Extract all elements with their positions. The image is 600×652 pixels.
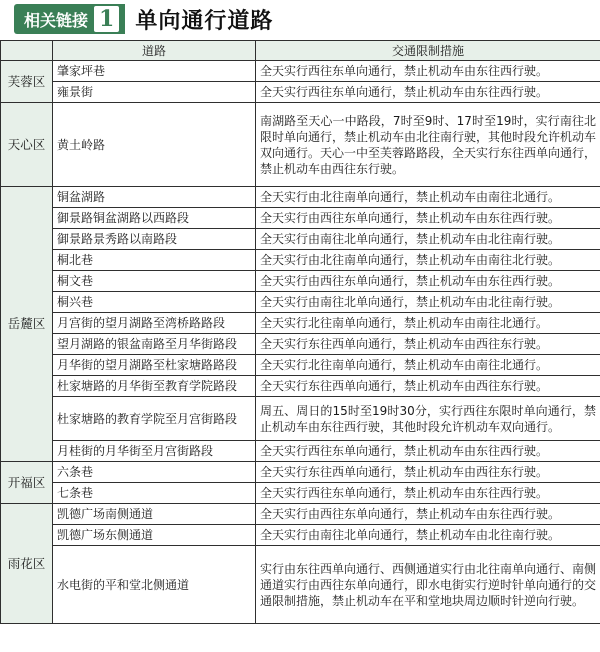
road-cell: 铜盆湖路 [53,187,256,208]
table-header-row [1,41,600,61]
restriction-cell: 全天实行西往东单向通行，禁止机动车由东往西行驶。 [256,441,600,462]
table-row [1,334,600,355]
district-cell: 岳麓区 [1,187,53,462]
table-row [1,525,600,546]
table-row [1,250,600,271]
table-row [1,483,600,504]
table-row [1,504,600,525]
restriction-cell: 周五、周日的15时至19时30分，实行西往东限时单向通行，禁止机动车由东往西行驶，其他时段允许机动车双向通行。 [256,397,600,441]
road-cell: 桐文巷 [53,271,256,292]
restriction-cell: 全天实行东往西单向通行，禁止机动车由西往东行驶。 [256,462,600,483]
table-row [1,229,600,250]
restriction-cell: 全天实行东往西单向通行，禁止机动车由西往东行驶。 [256,376,600,397]
badge-label: 相关链接 [24,10,89,30]
restriction-cell: 全天实行北往南单向通行，禁止机动车由南往北通行。 [256,355,600,376]
restriction-cell: 全天实行由西往东单向通行，禁止机动车由东往西行驶。 [256,504,600,525]
page-title: 单向通行道路 [135,8,274,34]
restriction-cell: 全天实行由北往南单向通行，禁止机动车由南往北行驶。 [256,250,600,271]
road-cell: 月桂街的月华街至月宫街路段 [53,441,256,462]
road-cell: 七条巷 [53,483,256,504]
restriction-cell: 南湖路至天心一中路段，7时至9时、17时至19时，实行南往北限时单向通行，禁止机动车由北往南行驶，其他时段允许机动车双向通行。天心一中至芙蓉路路段，全天实行东往西单向通行，禁止机动车由西往东行驶。 [256,103,600,187]
table-row [1,271,600,292]
related-link-badge [14,4,125,34]
column-header-road: 道路 [53,41,256,61]
one-way-roads-table [0,40,600,624]
table-row [1,208,600,229]
table-row [1,82,600,103]
road-cell: 肇家坪巷 [53,61,256,82]
header [0,0,600,38]
table-row [1,103,600,187]
table-row [1,376,600,397]
column-header-rule: 交通限制措施 [256,41,600,61]
restriction-cell: 全天实行西往东单向通行，禁止机动车由东往西行驶。 [256,61,600,82]
road-cell: 六条巷 [53,462,256,483]
restriction-cell: 全天实行由南往北单向通行，禁止机动车由北往南行驶。 [256,525,600,546]
road-cell: 望月湖路的银盆南路至月华街路段 [53,334,256,355]
restriction-cell: 全天实行由西往东单向通行，禁止机动车由东往西行驶。 [256,208,600,229]
badge-number: 1 [94,6,119,32]
road-cell: 御景路铜盆湖路以西路段 [53,208,256,229]
road-cell: 桐兴巷 [53,292,256,313]
column-header-district [1,41,53,61]
restriction-cell: 全天实行东往西单向通行，禁止机动车由西往东行驶。 [256,334,600,355]
district-cell: 开福区 [1,462,53,504]
table-row [1,313,600,334]
table-row [1,441,600,462]
road-cell: 凯德广场南侧通道 [53,504,256,525]
table-row [1,187,600,208]
road-cell: 水电街的平和堂北侧通道 [53,546,256,624]
road-cell: 凯德广场东侧通道 [53,525,256,546]
restriction-cell: 实行由东往西单向通行、西侧通道实行由北往南单向通行、南侧通道实行由西往东单向通行，即水电街实行逆时针单向通行的交通限制措施，禁止机动车在平和堂地块周边顺时针逆向行驶。 [256,546,600,624]
road-cell: 御景路景秀路以南路段 [53,229,256,250]
table-row [1,355,600,376]
district-cell: 雨花区 [1,504,53,624]
table-row [1,462,600,483]
restriction-cell: 全天实行北往南单向通行，禁止机动车由南往北通行。 [256,313,600,334]
table-row [1,61,600,82]
restriction-cell: 全天实行西往东单向通行，禁止机动车由东往西行驶。 [256,82,600,103]
road-cell: 杜家塘路的月华街至教育学院路段 [53,376,256,397]
table-body [1,61,600,624]
table-row [1,292,600,313]
restriction-cell: 全天实行由南往北单向通行，禁止机动车由北往南行驶。 [256,292,600,313]
restriction-cell: 全天实行西往东单向通行，禁止机动车由东往西行驶。 [256,483,600,504]
district-cell: 天心区 [1,103,53,187]
table-row [1,546,600,624]
road-cell: 杜家塘路的教育学院至月宫街路段 [53,397,256,441]
restriction-cell: 全天实行由北往南单向通行，禁止机动车由南往北通行。 [256,187,600,208]
road-cell: 桐北巷 [53,250,256,271]
road-cell: 黄土岭路 [53,103,256,187]
road-cell: 月宫街的望月湖路至湾桥路路段 [53,313,256,334]
table-row [1,397,600,441]
restriction-cell: 全天实行由西往东单向通行，禁止机动车由东往西行驶。 [256,271,600,292]
road-cell: 雍景街 [53,82,256,103]
district-cell: 芙蓉区 [1,61,53,103]
road-cell: 月华街的望月湖路至杜家塘路路段 [53,355,256,376]
restriction-cell: 全天实行由南往北单向通行，禁止机动车由北往南行驶。 [256,229,600,250]
